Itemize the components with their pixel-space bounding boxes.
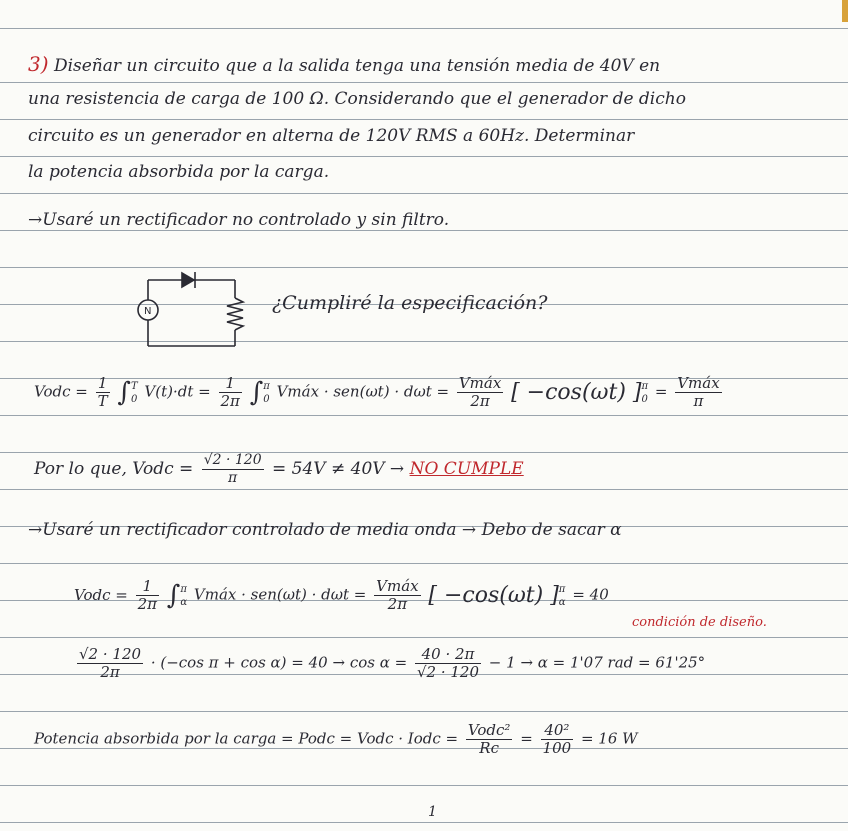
rectifier-circuit-diagram <box>130 268 260 358</box>
corner-tab <box>842 0 848 22</box>
equation-result-check: Por lo que, Vodc = $\frac{√2 \cdot 120}{\pi}$ = 54V ≠ 40V → NO CUMPLE <box>34 452 524 486</box>
equation-alpha: $\frac{√2 \cdot 120}{2\pi}$ · (−cos π + cos α) = 40 → cos α = $\frac{40 \cdot 2\pi}{√2 \cdot 120}$ − 1 → α = 1'07 rad = 61'25° <box>79 645 706 681</box>
equation-average-voltage: Vodc = $\frac{1}{T}$ ∫ T 0 V(t)·dt = $\frac{1}{2\pi}$ ∫ π 0 Vmáx · sen(ωt) · dωt = $\frac{\text{Vmáx}}{2\pi}$ [ −cos(ωt) ] π 0 = $\frac{\text{Vmáx}}{\pi}$ <box>34 374 720 410</box>
equation-power: Potencia absorbida por la carga = Podc = Vodc · Iodc = $\frac{\text{Vodc²}}{Rc}$ = $\frac{\text{40²}}{100}$ = 16 W <box>34 721 638 757</box>
step-uncontrolled-rectifier: →Usaré un rectificador no controlado y sin filtro. <box>28 210 450 230</box>
problem-line-2: una resistencia de carga de 100 Ω. Considerando que el generador de dicho <box>28 89 686 109</box>
step-controlled-rectifier: →Usaré un rectificador controlado de media onda → Debo de sacar α <box>28 520 622 540</box>
problem-number: 3) <box>28 52 49 76</box>
page-number: 1 <box>428 804 437 820</box>
problem-text-1: Diseñar un circuito que a la salida tenga una tensión media de 40V en <box>53 56 661 76</box>
problem-line-3: circuito es un generador en alterna de 120V RMS a 60Hz. Determinar <box>28 126 635 146</box>
equation-controlled-average: Vodc = $\frac{1}{2\pi}$ ∫ π α Vmáx · sen(ωt) · dωt = $\frac{\text{Vmáx}}{2\pi}$ [ −cos(ωt) ] π α = 40 <box>74 577 609 613</box>
problem-line-1 <box>28 52 660 76</box>
design-condition-note: condición de diseño. <box>632 615 767 630</box>
problem-line-4: la potencia absorbida por la carga. <box>28 162 330 182</box>
source-label: N <box>144 306 152 317</box>
verdict-no-cumple: NO CUMPLE <box>409 459 524 479</box>
question-text: ¿Cumpliré la especificación? <box>272 292 548 314</box>
